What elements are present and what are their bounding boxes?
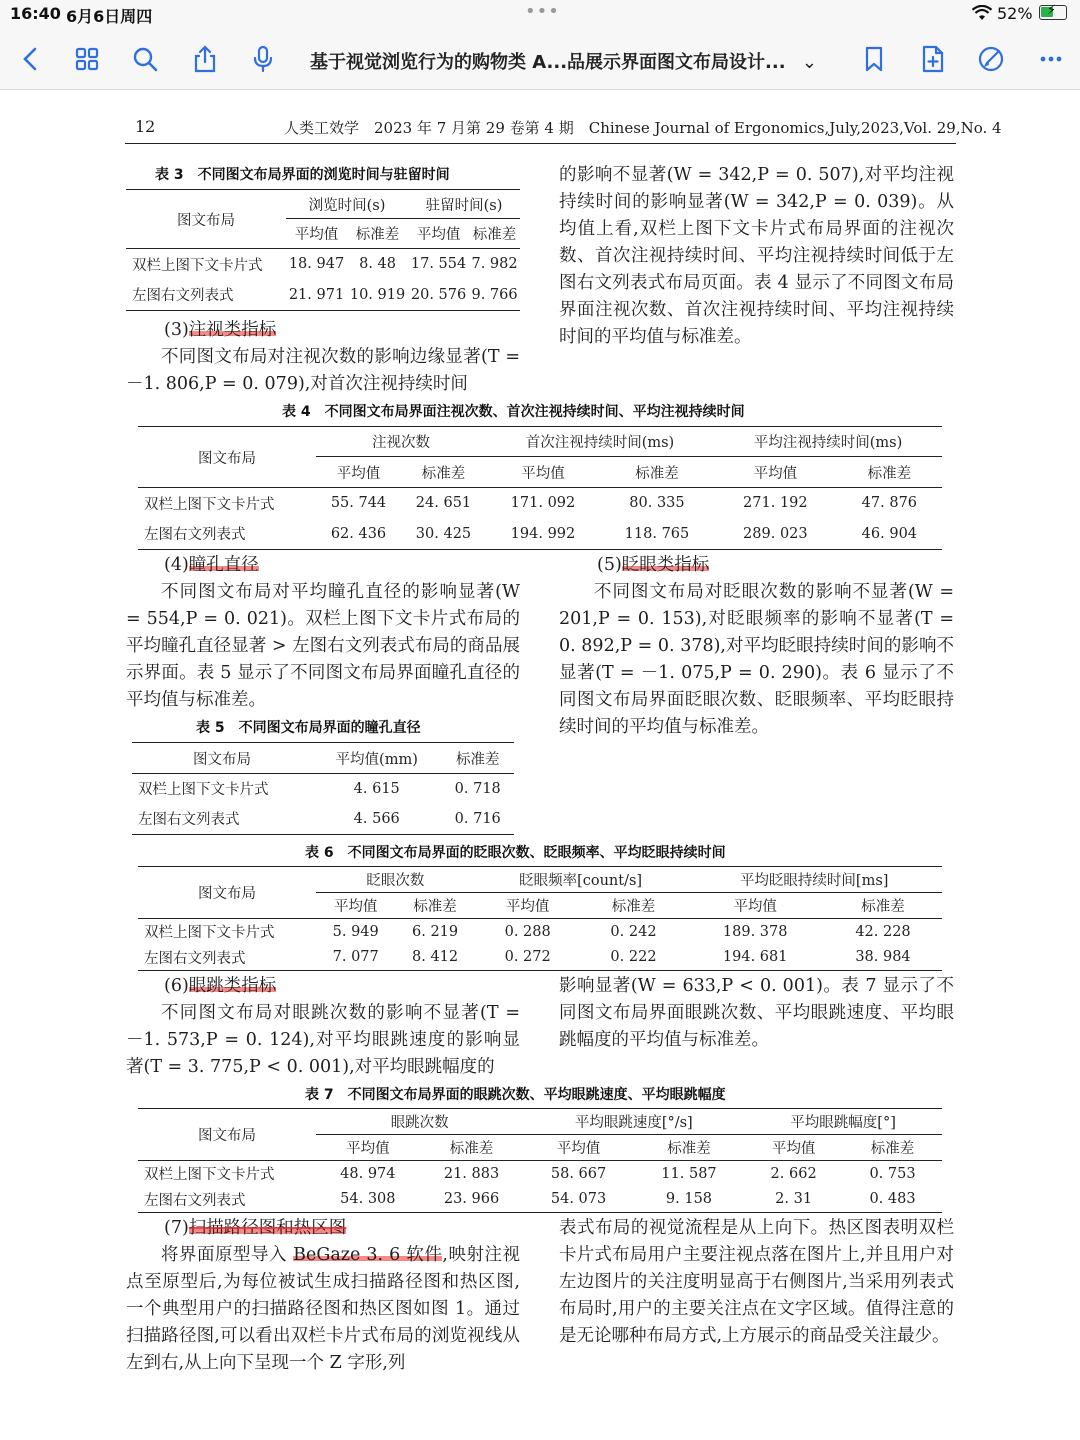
table4-caption: 表 4 不同图文布局界面注视次数、首次注视持续时间、平均注视持续时间: [282, 404, 745, 420]
table-row: 左图右文列表式 62. 436 30. 425 194. 992 118. 765 289. 023 46. 904: [138, 519, 942, 550]
status-bar: [0, 0, 1080, 28]
header-rule: [125, 143, 956, 144]
section3-right: [559, 162, 954, 351]
table6: 图文布局 眨眼次数 眨眼频率[count/s] 平均眨眼持续时间[ms] 平均值 标准差 平均值 标准差 平均值 标准差 双栏上图下文卡片式 5. 949 6. 219 0. 288 0. 242 189. 378 42. 228 左图右文列表式 7. 077 8. 412 0. 272 0. 222 194. 681 38. 984: [138, 866, 942, 971]
section3-left: [126, 317, 520, 398]
section4-title-highlight[interactable]: 瞳孔直径: [188, 555, 259, 575]
section4-body: 不同图文布局对平均瞳孔直径的影响显著(W = 554,P = 0. 021)。双栏上图下文卡片式布局的平均瞳孔直径显著 > 左图右文列表式布局的商品展示界面。表 5 显示了不同图文布局界面瞳孔直径的平均值与标准差。: [126, 582, 520, 710]
table-row: 左图右文列表式 7. 077 8. 412 0. 272 0. 222 194. 681 38. 984: [138, 945, 942, 971]
battery-percent: 52%: [997, 4, 1033, 23]
search-icon[interactable]: [128, 42, 162, 76]
back-icon[interactable]: [14, 42, 48, 76]
reader-toolbar: [0, 28, 1080, 90]
section5: [559, 552, 954, 741]
section5-title-highlight[interactable]: 眨眼类指标: [621, 555, 710, 575]
section4: [126, 552, 520, 714]
table7-caption: 表 7 不同图文布局界面的眼跳次数、平均眼跳速度、平均眼跳幅度: [305, 1087, 726, 1103]
table6-caption: 表 6 不同图文布局界面的眨眼次数、眨眼频率、平均眨眼持续时间: [305, 845, 726, 861]
table3-header-browse: 浏览时间(s): [286, 190, 408, 219]
table-row: 左图右文列表式 4. 566 0. 716: [132, 804, 514, 835]
share-icon[interactable]: [188, 42, 222, 76]
running-head: 人类工效学 2023 年 7 月第 29 卷第 4 期 Chinese Journal of Ergonomics,July,2023,Vol. 29,No. 4: [284, 119, 1002, 137]
grid-view-icon[interactable]: [70, 42, 104, 76]
section3-title-highlight[interactable]: 注视类指标: [188, 320, 277, 340]
document-title-text: 基于视觉浏览行为的购物类 A...品展示界面图文布局设计...: [310, 52, 786, 73]
table3-sd-1: 标准差: [355, 227, 400, 243]
table3-header-dwell: 驻留时间(s): [408, 190, 520, 219]
table3: [126, 189, 520, 311]
table-row: 左图右文列表式 21. 971 10. 919 20. 576 9. 766: [126, 280, 520, 311]
section7-left: [126, 1215, 520, 1377]
section3-body-left: 不同图文布局对注视次数的影响边缘显著(T = －1. 806,P = 0. 079),对首次注视持续时间: [126, 347, 520, 394]
section6-left: [126, 973, 520, 1081]
table5-caption: 表 5 不同图文布局界面的瞳孔直径: [196, 720, 421, 736]
table-row: 双栏上图下文卡片式 55. 744 24. 651 171. 092 80. 335 271. 192 47. 876: [138, 488, 942, 519]
table3-header-layout: 图文布局: [126, 190, 286, 249]
table-row: 双栏上图下文卡片式 4. 615 0. 718: [132, 774, 514, 804]
table4: 图文布局 注视次数 首次注视持续时间(ms) 平均注视持续时间(ms) 平均值 标准差 平均值 标准差 平均值 标准差 双栏上图下文卡片式 55. 744 24. 651 171. 092 80. 335 271. 192 47. 876 左图右文列表式 62. 436 30. 425 194. 992 118. 765 289. 023 46. 904: [138, 426, 942, 550]
section6-heading: (6)眼跳类指标: [164, 976, 277, 996]
section6-body-left: 不同图文布局对眼跳次数的影响不显著(T = －1. 573,P = 0. 124),对平均眼跳速度的影响显著(T = 3. 775,P < 0. 001),对平均眼跳幅度的: [126, 1003, 520, 1077]
wifi-icon: [972, 5, 992, 25]
table-row: 双栏上图下文卡片式 18. 947 8. 48 17. 554 7. 982: [126, 249, 520, 280]
table4-header-layout: 图文布局: [138, 427, 316, 488]
section7-right: [559, 1215, 954, 1350]
page-number: 12: [135, 117, 156, 136]
bookmark-icon[interactable]: [857, 42, 891, 76]
table3-sd-2: 标准差: [472, 227, 517, 243]
table-row: 双栏上图下文卡片式 48. 974 21. 883 58. 667 11. 587 2. 662 0. 753: [138, 1161, 942, 1187]
table-row: 左图右文列表式 54. 308 23. 966 54. 073 9. 158 2. 31 0. 483: [138, 1187, 942, 1213]
multitask-dots-icon[interactable]: •••: [525, 1, 560, 22]
table7: 图文布局 眼跳次数 平均眼跳速度[°/s] 平均眼跳幅度[°] 平均值 标准差 平均值 标准差 平均值 标准差 双栏上图下文卡片式 48. 974 21. 883 58. 667 11. 587 2. 662 0. 753 左图右文列表式 54. 308 23. 966 54. 073 9. 158 2. 31 0. 483: [138, 1108, 942, 1213]
title-chevron-icon[interactable]: ⌄: [801, 52, 817, 73]
markup-pen-icon[interactable]: [974, 42, 1008, 76]
status-time: 16:40: [10, 4, 61, 23]
software-name-highlight[interactable]: BeGaze 3. 6 软件: [293, 1245, 443, 1265]
section6-body-right: 影响显著(W = 633,P < 0. 001)。表 7 显示了不同图文布局界面眼跳次数、平均眼跳速度、平均眼跳幅度的平均值与标准差。: [559, 976, 954, 1050]
table3-mean-1: 平均值: [294, 227, 339, 243]
table5: 图文布局 平均值(mm) 标准差 双栏上图下文卡片式 4. 615 0. 718 左图右文列表式 4. 566 0. 716: [132, 742, 514, 835]
section4-heading: (4)瞳孔直径: [164, 555, 259, 575]
section6-title-highlight[interactable]: 眼跳类指标: [188, 976, 277, 996]
table3-mean-2: 平均值: [416, 227, 461, 243]
add-page-icon[interactable]: [916, 42, 950, 76]
table3-caption: 表 3 不同图文布局界面的浏览时间与驻留时间: [155, 167, 450, 183]
microphone-icon[interactable]: [246, 42, 280, 76]
section3-body-right: 的影响不显著(W = 342,P = 0. 507),对平均注视持续时间的影响显著(W = 342,P = 0. 039)。从均值上看,双栏上图下文卡片式布局界面的注视次数、首次注视持续时间、平均注视持续时间低于左图右文列表式布局页面。表 4 显示了不同图文布局界面注视次数、首次注视持续时间、平均注视持续时间的平均值与标准差。: [559, 165, 954, 347]
status-date: 6月6日周四: [66, 7, 153, 26]
section5-body: 不同图文布局对眨眼次数的影响不显著(W = 201,P = 0. 153),对眨眼频率的影响不显著(T = 0. 892,P = 0. 378),对平均眨眼持续时间的影响不显著(T = －1. 075,P = 0. 290)。表 6 显示了不同图文布局界面眨眼次数、眨眼频率、平均眨眼持续时间的平均值与标准差。: [559, 582, 954, 737]
section7-heading: (7)扫描路径图和热区图: [164, 1218, 347, 1238]
section7-body-right: 表式布局的视觉流程是从上向下。热区图表明双栏卡片式布局用户主要注视点落在图片上,并且用户对左边图片的关注度明显高于右侧图片,当采用列表式布局时,用户的主要关注点在文字区域。值得注意的是无论哪种布局方式,上方展示的商品受关注最少。: [559, 1218, 954, 1346]
battery-icon: ⚡: [1039, 5, 1067, 20]
section5-heading: (5)眨眼类指标: [597, 555, 710, 575]
more-icon[interactable]: [1034, 42, 1068, 76]
section7-body-left: 将界面原型导入 BeGaze 3. 6 软件,映射注视点至原型后,为每位被试生成扫描路径图和热区图,一个典型用户的扫描路径图和热区图如图 1。通过扫描路径图,可以看出双栏卡片式布局的浏览视线从左到右,从上向下呈现一个 Z 字形,列: [126, 1245, 521, 1373]
section6-right: [559, 973, 954, 1054]
section3-heading: (3)注视类指标: [164, 320, 277, 340]
section7-title-highlight[interactable]: 扫描路径图和热区图: [188, 1218, 347, 1238]
pdf-page: [0, 91, 1080, 1440]
document-title[interactable]: [310, 48, 817, 74]
table-row: 双栏上图下文卡片式 5. 949 6. 219 0. 288 0. 242 189. 378 42. 228: [138, 919, 942, 945]
